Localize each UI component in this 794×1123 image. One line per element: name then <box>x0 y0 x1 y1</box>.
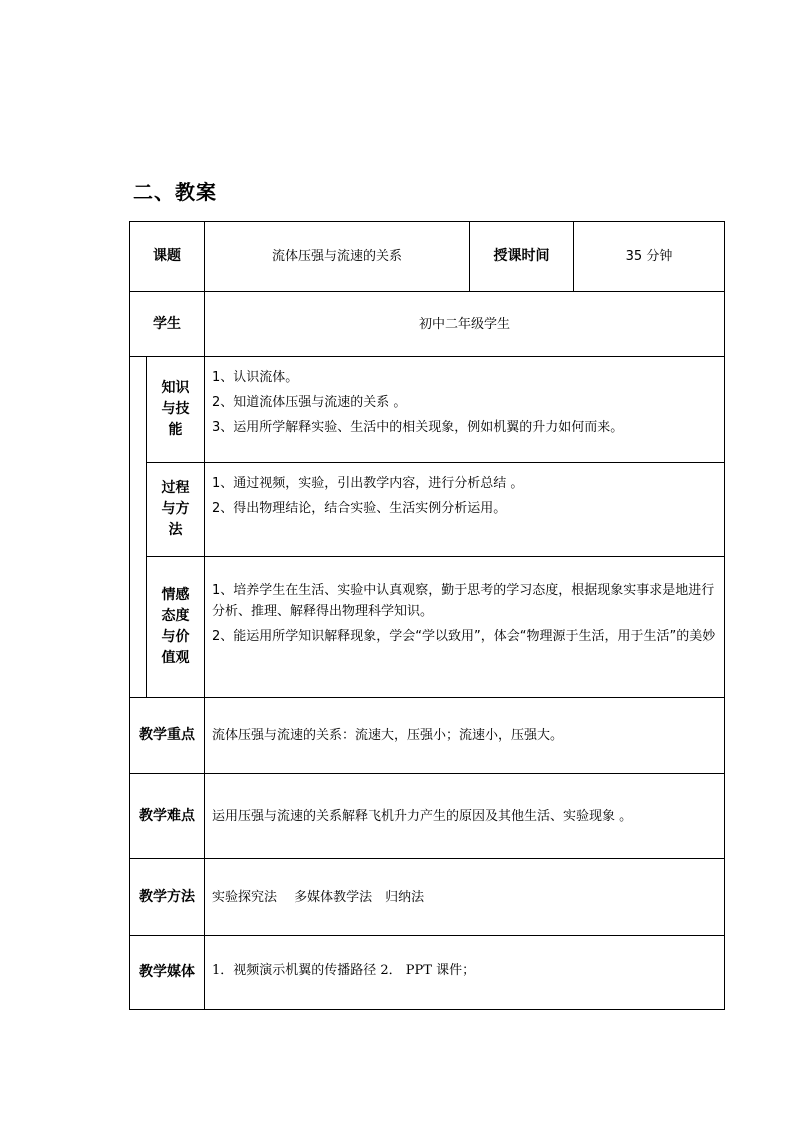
objective-label-knowledge: 知识与技能 <box>161 380 190 438</box>
difficulties-label: 教学难点 <box>139 807 195 824</box>
topic-value: 流体压强与流速的关系 <box>271 249 402 264</box>
student-label: 学生 <box>153 315 181 332</box>
objective-process-content <box>205 473 724 555</box>
key-points-label: 教学重点 <box>139 727 195 743</box>
topic-label: 课题 <box>153 248 181 264</box>
key-points-value: 流体压强与流速的关系：流速大，压强小；流速小，压强大。 <box>212 728 564 743</box>
objective-attitude-content <box>205 580 724 696</box>
objective-knowledge-content <box>205 367 724 461</box>
page-heading: 二、教案 <box>133 180 217 204</box>
list-item: 1、认识流体。 <box>212 370 299 385</box>
list-item: 3、运用所学解释实验、生活中的相关现象，例如机翼的升力如何而来。 <box>212 420 624 435</box>
list-item: 2、能运用所学知识解释现象，学会“学以致用”，体会“物理源于生活，用于生活”的美妙 <box>212 629 716 644</box>
time-label: 授课时间 <box>493 248 550 264</box>
difficulties-value: 运用压强与流速的关系解释飞机升力产生的原因及其他生活、实验现象 。 <box>212 808 633 824</box>
time-value: 35 分钟 <box>625 249 673 264</box>
media-value: 1．视频演示机翼的传播路径 2． PPT 课件； <box>212 963 476 978</box>
objective-label-attitude: 情感态度与价值观 <box>161 587 190 666</box>
student-value: 初中二年级学生 <box>418 316 510 332</box>
media-label: 教学媒体 <box>139 964 195 980</box>
list-item: 2、知道流体压强与流速的关系 。 <box>212 395 407 410</box>
list-item: 2、得出物理结论，结合实验、生活实例分析运用。 <box>212 501 507 516</box>
methods-value: 实验探究法 多媒体教学法 归纳法 <box>212 889 425 905</box>
methods-label: 教学方法 <box>139 888 195 905</box>
objective-label-process: 过程与方法 <box>161 480 190 538</box>
list-item: 1、通过视频，实验，引出教学内容，进行分析总结 。 <box>212 476 524 491</box>
list-item: 1、培养学生在生活、实验中认真观察，勤于思考的学习态度，根据现象实事求是地进行分析、推理、解释得出物理科学知识。 <box>212 583 715 619</box>
